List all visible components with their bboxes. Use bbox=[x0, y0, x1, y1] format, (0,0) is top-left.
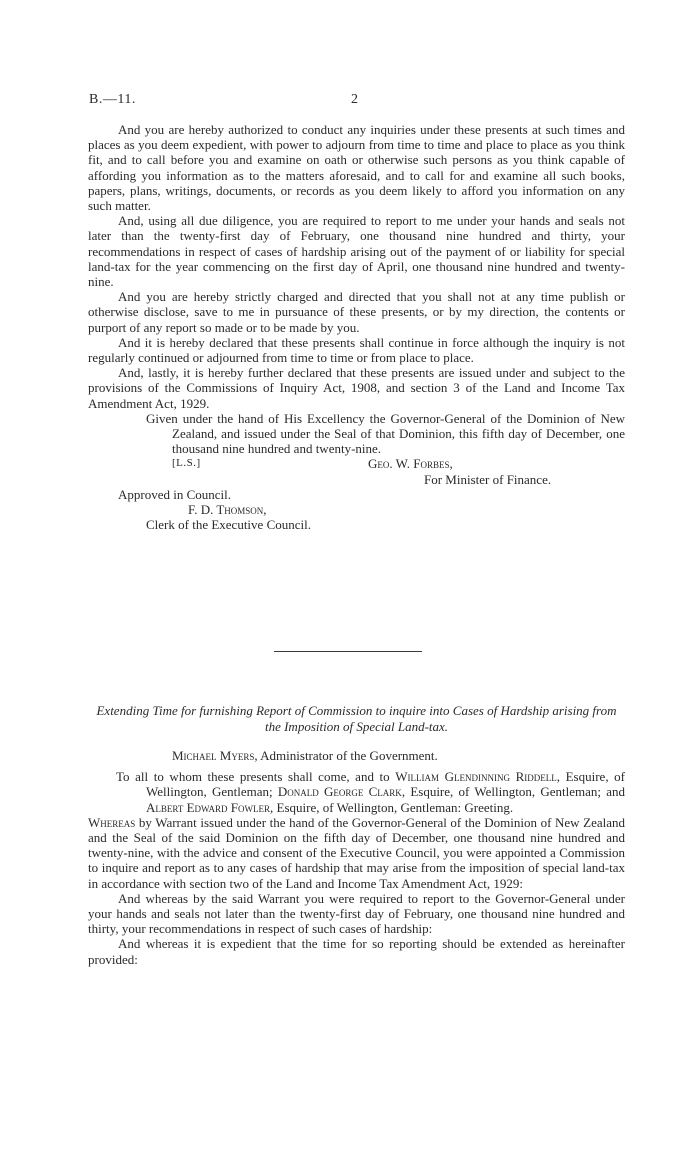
paragraph-lastly: And, lastly, it is hereby further declared that these presents are issued under and subject to the provisions of the Commissions of Inquiry Act, 1908, and section 3 of the Land and Income Tax Amendment Act, 1929. bbox=[88, 365, 625, 411]
addressee-name-3: Albert Edward Fowler bbox=[146, 799, 271, 815]
paragraph-whereas-extend: And whereas it is expedient that the time for so reporting should be extended as hereinafter provided: bbox=[88, 936, 625, 967]
administrator-line bbox=[88, 748, 625, 763]
signatory-role-row bbox=[88, 472, 625, 487]
page-number: 2 bbox=[351, 92, 358, 107]
page-header bbox=[89, 92, 629, 112]
warrant-body bbox=[88, 122, 625, 532]
paragraph-declared: And it is hereby declared that these presents shall continue in force although the inquiry is not regularly continued or adjourned from time to time or from place to place. bbox=[88, 334, 625, 366]
paragraph-charged: And you are hereby strictly charged and directed that you shall not at any time publish or otherwise disclose, save to me in pursuance of these presents, or by my direction, the contents or purport of any report so made or to be made by you. bbox=[88, 289, 625, 335]
addressee-name-2: Donald George Clark bbox=[277, 784, 402, 800]
addressees-prefix: To all to whom these presents shall come, and to bbox=[116, 769, 396, 785]
approved-in-council: Approved in Council. bbox=[118, 486, 232, 502]
clerk-name: F. D. Thomson, bbox=[188, 502, 267, 518]
signatory-name: Geo. W. Forbes, bbox=[368, 456, 453, 472]
addressee-suffix-3: , Esquire, of Wellington, Gentleman: Greeting. bbox=[270, 799, 514, 815]
signatory-role: For Minister of Finance. bbox=[424, 471, 552, 487]
paragraph-whereas bbox=[88, 815, 625, 891]
section-divider bbox=[274, 651, 422, 652]
document-reference: B.—11. bbox=[89, 92, 136, 107]
clerk-role: Clerk of the Executive Council. bbox=[146, 517, 311, 533]
signature-row bbox=[88, 456, 625, 471]
addressee-name-1: William Glendinning Riddell bbox=[395, 769, 557, 785]
addressee-suffix-2: , Esquire, of Wellington, Gentleman; and bbox=[401, 784, 625, 800]
paragraph-whereas-report: And whereas by the said Warrant you were required to report to the Governor-General under your hands and seals not later than the twenty-first day of February, one thousand nine hundred and thirty, your recommendations in respect of such cases of hardship: bbox=[88, 890, 625, 937]
whereas-word: Whereas bbox=[88, 814, 136, 830]
paragraph-given: Given under the hand of His Excellency the Governor-General of the Dominion of New Zealand, and issued under the Seal of that Dominion, this fifth day of December, one thousand nine hundred and twenty-nine. bbox=[146, 410, 625, 457]
addressee-suffix-1: , Esquire, of Wellington, Gentleman; bbox=[146, 769, 625, 800]
administrator-role: , Administrator of the Government. bbox=[254, 748, 438, 763]
paragraph-diligence: And, using all due diligence, you are required to report to me under your hands and seals not later than the twenty-first day of February, one thousand nine hundred and thirty, your recommendations in respect of cases of hardship arising out of the payment of or liability for special land-tax for the year commencing on the first day of April, one thousand nine hundred and twenty-nine. bbox=[88, 213, 625, 290]
administrator-name: Michael Myers bbox=[172, 748, 255, 763]
seal-mark: [L.S.] bbox=[172, 457, 201, 470]
whereas-text: by Warrant issued under the hand of the Governor-General of the Dominion of New Zealand and the Seal of the said Dominion on the fifth day of December, one thousand nine hundred and twenty-nine, with the advice and consent of the Executive Council, you were appointed a Commission to inquire and report as to any cases of hardship that may arise from the imposition of special land-tax in accordance with section two of the Land and Income Tax Amendment Act, 1929: bbox=[88, 814, 625, 891]
second-warrant bbox=[88, 703, 625, 967]
paragraph-authorize: And you are hereby authorized to conduct any inquiries under these presents at such times and places as you deem expedient, with power to adjourn from time to time and place to place as you think fit, and to call before you and examine on oath or otherwise such persons as you think capable of affording you information as to the matters aforesaid, and to call for and examine all such books, papers, plans, writings, documents, or records as you deem likely to afford you information on any such matter. bbox=[88, 122, 625, 214]
addressees bbox=[88, 769, 625, 815]
second-warrant-title: Extending Time for furnishing Report of Commission to inquire into Cases of Hardship arising from the Imposition of Special Land-tax. bbox=[96, 703, 617, 734]
